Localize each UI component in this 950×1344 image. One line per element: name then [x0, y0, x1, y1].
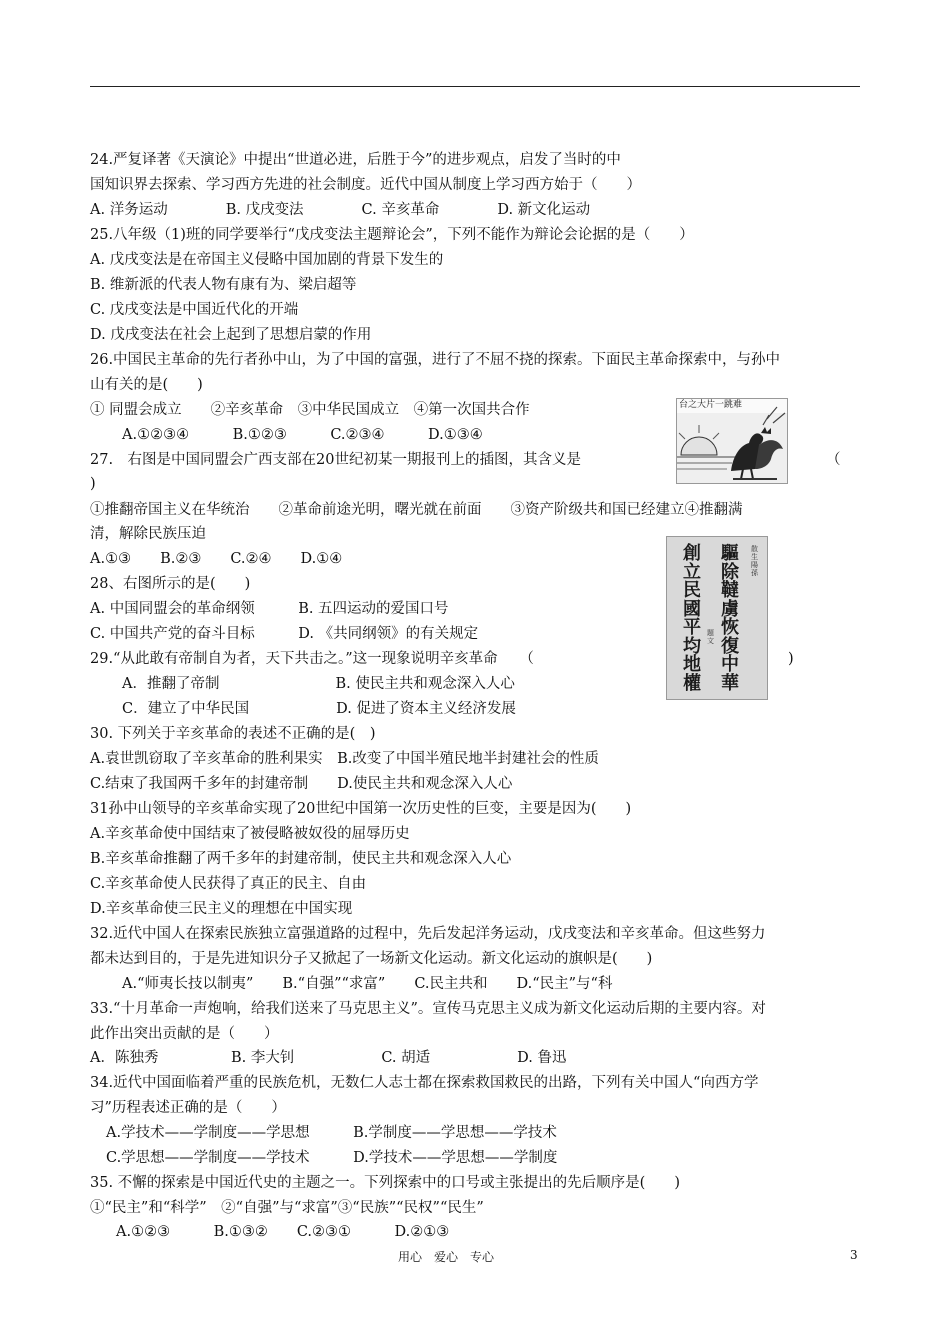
q25-option-c: C. 戊戌变法是中国近代化的开端	[90, 302, 299, 318]
q31-option-d: D.辛亥革命使三民主义的理想在中国实现	[90, 901, 353, 917]
calligraphy-slogan-image	[666, 536, 768, 700]
q32-options: A.“师夷长技以制夷” B.“自强”“求富” C.民主共和 D.“民主”与“科	[122, 976, 613, 992]
rooster-sunrise-drawing	[677, 399, 787, 483]
header-rule	[90, 86, 860, 87]
q29-options-ab: A．推翻了帝制 B. 使民主共和观念深入人心	[122, 676, 515, 692]
q31-option-b: B.辛亥革命推翻了两千多年的封建帝制，使民主共和观念深入人心	[90, 851, 512, 867]
q34-line-2: 习”历程表述正确的是（ ）	[90, 1100, 286, 1116]
q33-line-1: 33.“十月革命一声炮响，给我们送来了马克思主义”。宣传马克思主义成为新文化运动后期的主要内容。对	[90, 1001, 766, 1017]
q35-items: ①“民主”和“科学” ②“自强”与“求富”③“民族”“民权”“民生”	[90, 1200, 484, 1216]
q33-options: A．陈独秀 B. 李大钊 C. 胡适 D. 鲁迅	[90, 1050, 567, 1066]
q32-line-1: 32.近代中国人在探索民族独立富强道路的过程中，先后发起洋务运动，戊戌变法和辛亥革命。但这些努力	[90, 926, 766, 942]
q28-options-cd: C. 中国共产党的奋斗目标 D. 《共同纲领》的有关规定	[90, 626, 479, 642]
q27-items-2: 清，解除民族压迫	[90, 526, 206, 542]
q25-stem: 25.八年级（1)班的同学要举行“戊戌变法主题辩论会”，下列不能作为辩论会论据的是（ ）	[90, 227, 694, 243]
q28-options-ab: A. 中国同盟会的革命纲领 B. 五四运动的爱国口号	[90, 601, 449, 617]
q27-bracket-close: )	[90, 476, 96, 492]
q27-items-1: ①推翻帝国主义在华统治 ②革命前途光明，曙光就在前面 ③资产阶级共和国已经建立④推翻满	[90, 502, 743, 518]
q25-option-a: A. 戊戌变法是在帝国主义侵略中国加剧的背景下发生的	[90, 252, 444, 268]
q29-bracket-close: )	[788, 651, 794, 667]
q34-options-cd: C.学思想——学制度——学技术 D.学技术——学思想——学制度	[106, 1150, 558, 1166]
footer-slogan: 用心 爱心 专心	[398, 1250, 495, 1264]
q33-line-2: 此作出突出贡献的是（ ）	[90, 1026, 279, 1042]
q27-stem: 27. 右图是中国同盟会广西支部在20世纪初某一期报刊上的插图，其含义是	[90, 452, 582, 468]
rooster-illustration-caption: 台之大片一跳难	[679, 400, 743, 410]
q25-option-d: D. 戊戌变法在社会上起到了思想启蒙的作用	[90, 327, 372, 343]
q26-options: A.①②③④ B.①②③ C.②③④ D.①③④	[122, 427, 483, 443]
q35-stem: 35. 不懈的探索是中国近代史的主题之一。下列探索中的口号或主张提出的先后顺序是( )	[90, 1175, 680, 1191]
q28-stem: 28、右图所示的是( )	[90, 576, 251, 592]
q24-options: A. 洋务运动 B. 戊戌变法 C. 辛亥革命 D. 新文化运动	[90, 202, 591, 218]
q30-options-ab: A.袁世凯窃取了辛亥革命的胜利果实 B.改变了中国半殖民地半封建社会的性质	[90, 751, 599, 767]
q31-option-a: A.辛亥革命使中国结束了被侵略被奴役的屈辱历史	[90, 826, 410, 842]
q29-stem: 29.“从此敢有帝制自为者，天下共击之。”这一现象说明辛亥革命 （	[90, 651, 534, 667]
calligraphy-column-2: 創立民國平均地權	[683, 543, 701, 694]
calligraphy-note-top: 散生陽孫	[751, 545, 758, 577]
q29-options-cd: C．建立了中华民国 D. 促进了资本主义经济发展	[122, 701, 516, 717]
q32-line-2: 都未达到目的，于是先进知识分子又掀起了一场新文化运动。新文化运动的旗帜是( )	[90, 951, 653, 967]
rooster-illustration	[676, 398, 788, 484]
q24-line-2: 国知识界去探索、学习西方先进的社会制度。近代中国从制度上学习西方始于（ ）	[90, 177, 641, 193]
q34-line-1: 34.近代中国面临着严重的民族危机，无数仁人志士都在探索救国救民的出路，下列有关中国人“向西方学	[90, 1075, 759, 1091]
calligraphy-column-1: 驅除韃虜恢復中華	[721, 543, 739, 694]
q30-stem: 30. 下列关于辛亥革命的表述不正确的是( )	[90, 726, 376, 742]
calligraphy-note-bottom: 題文	[707, 629, 714, 645]
q26-items: ① 同盟会成立 ②辛亥革命 ③中华民国成立 ④第一次国共合作	[90, 402, 530, 418]
q34-options-ab: A.学技术——学制度——学思想 B.学制度——学思想——学技术	[106, 1125, 557, 1141]
q25-option-b: B. 维新派的代表人物有康有为、梁启超等	[90, 277, 357, 293]
q26-line-2: 山有关的是( )	[90, 377, 203, 393]
page-number: 3	[850, 1248, 858, 1262]
q24-line-1: 24.严复译著《天演论》中提出“世道必进，后胜于今”的进步观点，启发了当时的中	[90, 152, 621, 168]
q35-options: A.①②③ B.①③② C.②③① D.②①③	[116, 1224, 450, 1240]
q26-line-1: 26.中国民主革命的先行者孙中山，为了中国的富强，进行了不屈不挠的探索。下面民主革命探索中，与孙中	[90, 352, 781, 368]
q31-stem: 31孙中山领导的辛亥革命实现了20世纪中国第一次历史性的巨变，主要是因为( )	[90, 801, 632, 817]
q27-bracket-open: （	[826, 452, 841, 468]
q27-options: A.①③ B.②③ C.②④ D.①④	[90, 551, 343, 567]
q31-option-c: C.辛亥革命使人民获得了真正的民主、自由	[90, 876, 367, 892]
q30-options-cd: C.结束了我国两千多年的封建帝制 D.使民主共和观念深入人心	[90, 776, 513, 792]
